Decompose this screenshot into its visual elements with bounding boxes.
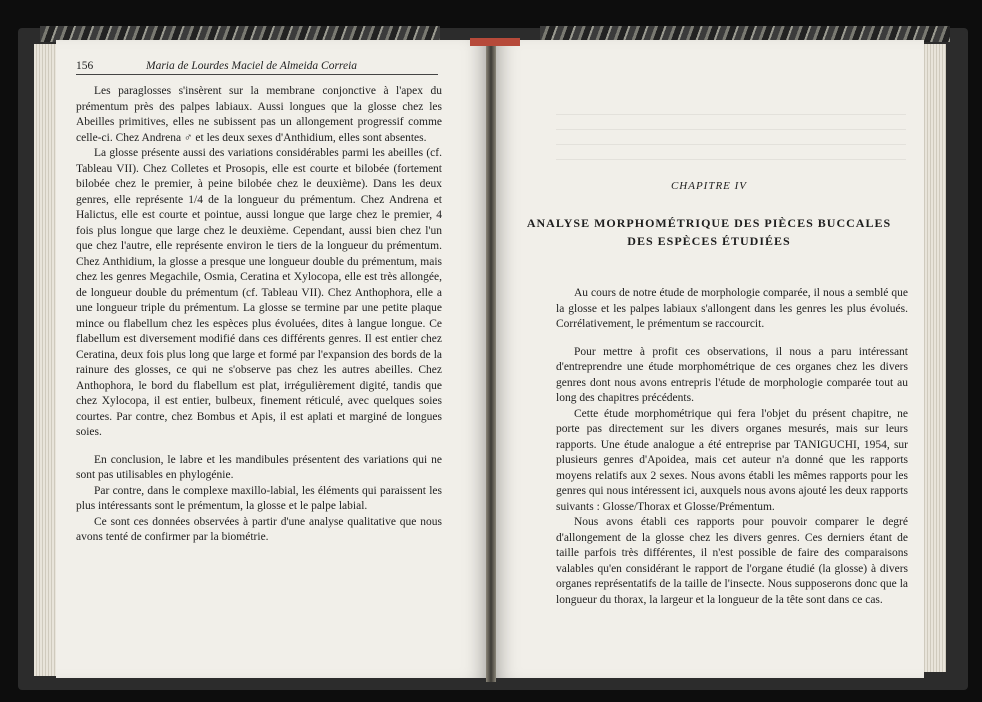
paragraph: Par contre, dans le complexe maxillo-labial, les éléments qui paraissent les plus intéressants sont le prémentum, la glosse et le palpe labial. bbox=[76, 484, 442, 512]
left-body-text bbox=[76, 84, 442, 546]
right-body-text bbox=[556, 286, 908, 608]
paragraph: Cette étude morphométrique qui fera l'objet du présent chapitre, ne porte pas directement sur les divers organes mesurés, mais sur leurs rapports. Une étude analogue a été entreprise par TANIGUCHI, 1954, sur plusieurs genres d'Apoidea, mais cet auteur n'a donné que les rapports moyens relatifs aux 2 sexes. Nous avons établi les mêmes rapports pour les genres qui nous intéressent ici, auxquels nous avons ajouté les deux rapports suivants : Glosse/Thorax et Glosse/Prémentum. bbox=[556, 407, 908, 513]
running-header bbox=[76, 60, 438, 75]
paragraph: Nous avons établi ces rapports pour pouvoir comparer le degré d'allongement de la glosse chez les divers genres. Ces derniers étant de taille parfois très différentes, il n'est possible de faire des comparaisons valables qu'en considérant le rapport de l'organe étudié (la glosse) à divers organes représentatifs de la taille de l'insecte. Nous supposerons donc que la longueur du thorax, la largeur et la longueur de la tête sont dans ce cas. bbox=[556, 516, 908, 606]
book-gutter bbox=[486, 38, 496, 682]
paragraph: En conclusion, le labre et les mandibules présentent des variations qui ne sont pas utilisables en phylogénie. bbox=[76, 453, 442, 481]
paragraph: Pour mettre à profit ces observations, il nous a paru intéressant d'entreprendre une étude morphométrique de ces organes chez les divers genres dont nous avons entrepris l'étude de morphologie comparée tout au long des chapitres précédents. bbox=[556, 345, 908, 404]
chapter-label: CHAPITRE IV bbox=[670, 180, 748, 192]
headband bbox=[470, 38, 520, 46]
paragraph: La glosse présente aussi des variations considérables parmi les abeilles (cf. Tableau VII). Chez Colletes et Prosopis, elle est courte et bilobée (fortement bilobée chez le premier, à peine bilobée chez le deuxième). Dans les deux genres, elle représente 1/4 de la longueur du prémentum. Chez Andrena et Halictus, elle est courte et pointue, aussi longue que large chez le premier, 4 fois plus longue que large chez le deuxième. Cependant, aussi bien chez l'un que chez l'autre, elle représente environ le tiers de la longueur du prémentum. Chez Anthidium, la glosse a presque une longueur double du prémentum, mais chez les genres Megachile, Osmia, Ceratina et Xylocopa, elle est très allongée, de longueur double du prémentum (cf. Tableau VII). Chez Anthophora, elle a une longueur triple du prémentum. La glosse se termine par une petite plaque mince ou flabellum chez les espèces plus évoluées, dites à langue longue. Ce flabellum est diversement modifié dans ces différents genres. Il est entier chez Ceratina, deux fois plus long que large et formé par l'expansion des bords de la rainure des glosses, ce qui ne s'observe pas chez les autres abeilles. Chez Anthophora, le bord du flabellum est plat, irrégulièrement digité, tandis que chez Xylocopa, il est entier, bulbeux, finement réticulé, avec quelques soies courtes. Par contre, chez Bombus et Apis, il est aplati et marginé de longues soies. bbox=[76, 147, 442, 438]
page-number: 156 bbox=[76, 60, 94, 72]
show-through bbox=[556, 100, 906, 160]
paragraph: Les paraglosses s'insèrent sur la membrane conjonctive à l'apex du prémentum près des palpes labiaux. Aussi longues que la glosse chez les Abeilles primitives, elles ne subissent pas un allongement progressif comme celle-ci. Chez Andrena ♂ et les deux sexes d'Anthidium, elles sont absentes. bbox=[76, 85, 442, 144]
chapter-title-line2: DES ESPÈCES ÉTUDIÉES bbox=[627, 234, 791, 248]
page-edges-left bbox=[34, 44, 58, 676]
left-page bbox=[56, 40, 488, 678]
page-edges-right bbox=[922, 44, 946, 672]
paragraph: Au cours de notre étude de morphologie comparée, il nous a semblé que la glosse et les palpes labiaux s'allongent dans les genres les plus évolués. Corrélativement, le prémentum se raccourcit. bbox=[556, 287, 908, 330]
chapter-title: ANALYSE MORPHOMÉTRIQUE DES PIÈCES BUCCALES bbox=[526, 216, 892, 230]
running-title: Maria de Lourdes Maciel de Almeida Correia bbox=[146, 60, 358, 72]
right-page bbox=[494, 40, 924, 678]
paragraph: Ce sont ces données observées à partir d'une analyse qualitative que nous avons tenté de confirmer par la biométrie. bbox=[76, 515, 442, 543]
